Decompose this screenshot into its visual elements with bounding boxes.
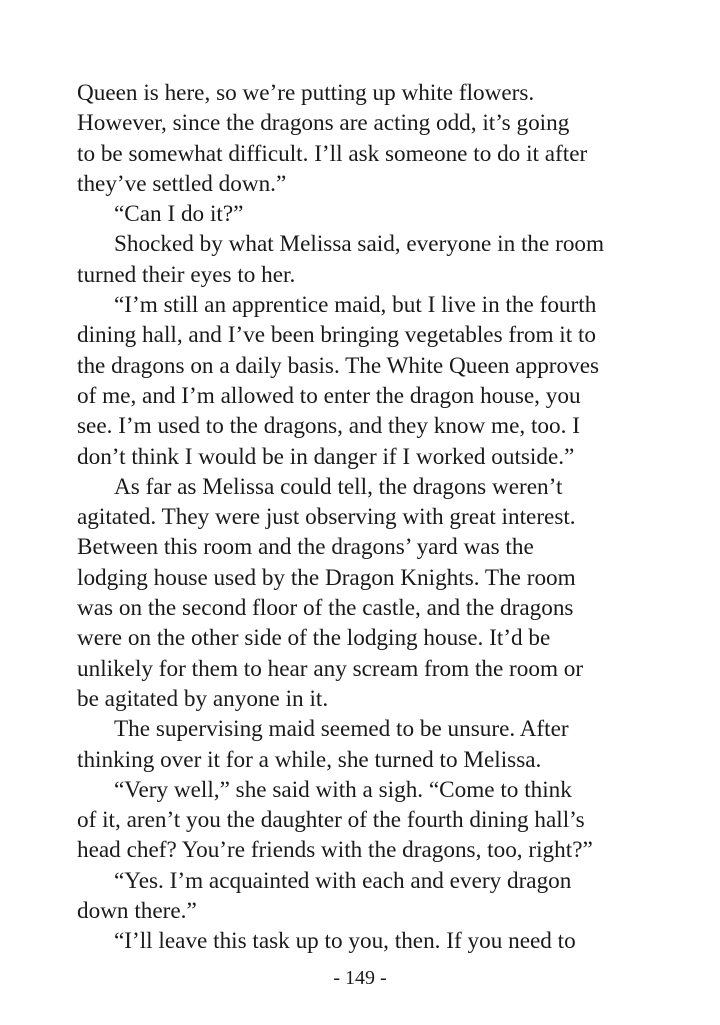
text-line: don’t think I would be in danger if I worked outside.”: [77, 443, 575, 470]
text-line: The supervising maid seemed to be unsure. After: [114, 716, 569, 743]
text-line: “I’m still an apprentice maid, but I live in the fourth: [114, 292, 597, 319]
text-line: Queen is here, so we’re putting up white flowers.: [77, 80, 535, 106]
text-line: “Can I do it?”: [114, 201, 244, 228]
text-line: be agitated by anyone in it.: [77, 685, 329, 712]
text-line: “I’ll leave this task up to you, then. If you need to: [114, 928, 576, 955]
text-line: lodging house used by the Dragon Knights. The room: [77, 564, 576, 591]
text-line: agitated. They were just observing with great interest.: [77, 504, 576, 531]
text-line: However, since the dragons are acting odd, it’s going: [77, 110, 570, 137]
text-line: thinking over it for a while, she turned to Melissa.: [77, 746, 542, 773]
text-line: Shocked by what Melissa said, everyone in the room: [114, 231, 605, 258]
text-line: “Very well,” she said with a sigh. “Come to think: [114, 776, 572, 803]
text-line: dining hall, and I’ve been bringing vegetables from it to: [77, 322, 597, 349]
text-line: “Yes. I’m acquainted with each and every dragon: [114, 867, 572, 894]
text-line: unlikely for them to hear any scream from the room or: [77, 655, 584, 682]
page-number: - 149 -: [333, 967, 387, 989]
text-line: of it, aren’t you the daughter of the fourth dining hall’s: [77, 807, 585, 834]
text-line: head chef? You’re friends with the dragons, too, right?”: [77, 837, 593, 864]
text-line: down there.”: [77, 898, 197, 925]
text-line: see. I’m used to the dragons, and they know me, too. I: [77, 413, 580, 440]
text-line: was on the second floor of the castle, and the dragons: [77, 595, 574, 622]
text-line: of me, and I’m allowed to enter the dragon house, you: [77, 382, 581, 409]
text-line: were on the other side of the lodging house. It’d be: [77, 625, 551, 652]
text-line: Between this room and the dragons’ yard was the: [77, 534, 534, 561]
body-text: [77, 78, 637, 957]
text-line: As far as Melissa could tell, the dragons weren’t: [114, 473, 563, 500]
text-line: to be somewhat difficult. I’ll ask someone to do it after: [77, 140, 588, 167]
text-line: the dragons on a daily basis. The White Queen approves: [77, 352, 600, 379]
text-line: turned their eyes to her.: [77, 261, 296, 288]
text-line: they’ve settled down.”: [77, 170, 287, 197]
